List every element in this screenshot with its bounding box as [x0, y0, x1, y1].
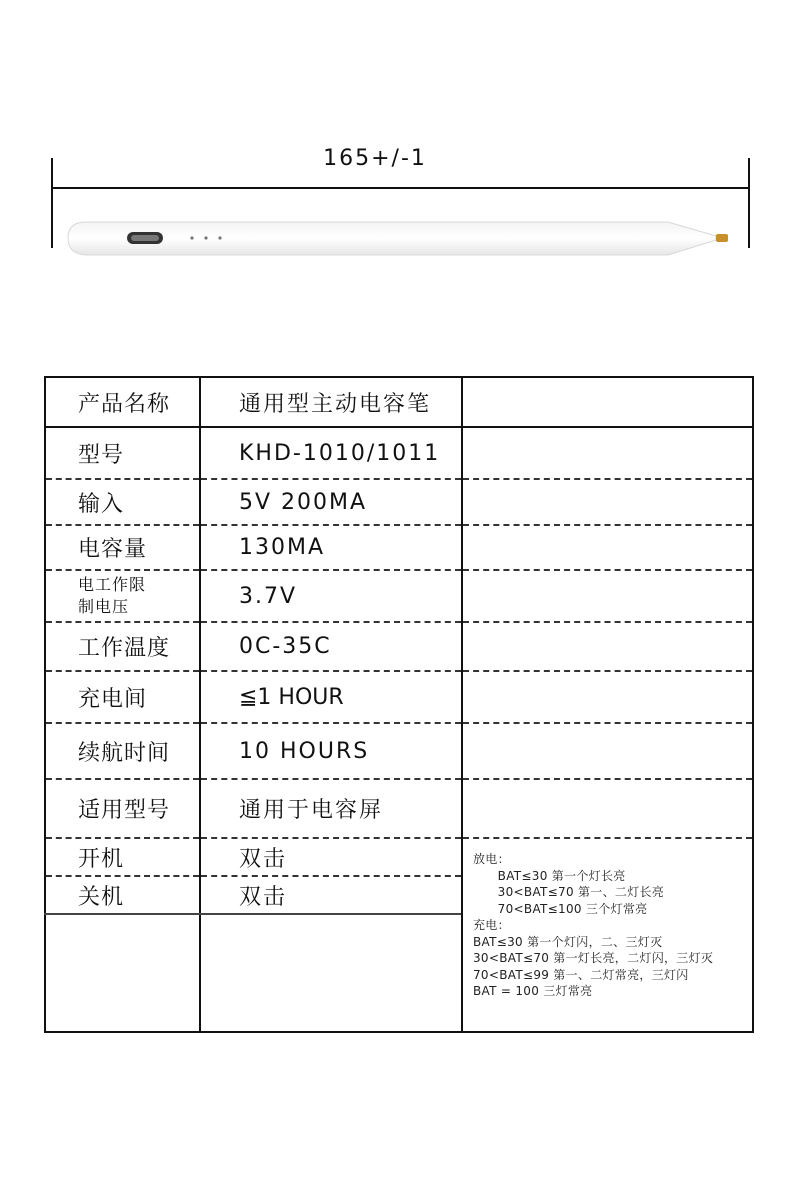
table-row [45, 622, 753, 671]
row-label: 电容量 [45, 525, 200, 570]
table-row [45, 671, 753, 723]
row-label: 型号 [45, 427, 200, 479]
table-row [45, 779, 753, 838]
empty-cell [462, 377, 753, 427]
row-label: 工作温度 [45, 622, 200, 671]
table-row [45, 377, 753, 427]
indicator-light-2-icon [204, 236, 207, 239]
row-value: 3.7V [200, 570, 462, 622]
notes-line: BAT≤30 第一个灯长亮 [473, 868, 626, 883]
empty-cell [45, 914, 200, 1032]
notes-line: 30<BAT≤70 第一灯长亮，二灯闪，三灯灭 [473, 951, 714, 965]
empty-cell [462, 570, 753, 622]
row-value: 通用于电容屏 [200, 779, 462, 838]
table-row [45, 838, 753, 876]
empty-cell [462, 671, 753, 723]
row-value: 0C-35C [200, 622, 462, 671]
indicator-light-3-icon [218, 236, 221, 239]
row-value: 130MA [200, 525, 462, 570]
led-status-notes [462, 838, 753, 1032]
row-label: 开机 [45, 838, 200, 876]
dimension-label: 165+/-1 [323, 146, 427, 171]
empty-cell [462, 622, 753, 671]
empty-cell [462, 479, 753, 525]
table-row [45, 525, 753, 570]
table-row [45, 427, 753, 479]
row-label: 适用型号 [45, 779, 200, 838]
row-label: 关机 [45, 876, 200, 914]
pen-body [68, 222, 716, 255]
row-label: 输入 [45, 479, 200, 525]
row-label: 续航时间 [45, 723, 200, 779]
notes-line: 充电： [473, 918, 510, 932]
empty-cell [462, 525, 753, 570]
empty-cell [462, 779, 753, 838]
pen-illustration [0, 150, 790, 270]
table-row [45, 479, 753, 525]
row-value: 双击 [200, 876, 462, 914]
notes-line: 30<BAT≤70 第一、二灯长亮 [473, 885, 665, 899]
row-value: KHD-1010/1011 [200, 427, 462, 479]
spec-table [44, 376, 754, 1033]
row-label: 充电间 [45, 671, 200, 723]
row-value: 双击 [200, 838, 462, 876]
row-value: 5V 200MA [200, 479, 462, 525]
notes-line: 70<BAT≤100 三个灯常亮 [473, 901, 648, 916]
notes-line: BAT = 100 三灯常亮 [473, 984, 593, 998]
table-row [45, 570, 753, 622]
row-label: 电工作限制电压 [45, 570, 200, 622]
table-row [45, 723, 753, 779]
row-value: ≦1 HOUR [200, 671, 462, 723]
row-value: 通用型主动电容笔 [200, 377, 462, 427]
empty-cell [200, 914, 462, 1032]
notes-line: 放电： [473, 852, 510, 866]
row-value: 10 HOURS [200, 723, 462, 779]
empty-cell [462, 723, 753, 779]
empty-cell [462, 427, 753, 479]
notes-line: 70<BAT≤99 第一、二灯常亮，三灯闪 [473, 967, 689, 982]
pen-tip-icon [716, 234, 728, 242]
indicator-light-1-icon [190, 236, 193, 239]
row-label: 产品名称 [45, 377, 200, 427]
notes-line: BAT≤30 第一个灯闪，二、三灯灭 [473, 934, 663, 949]
